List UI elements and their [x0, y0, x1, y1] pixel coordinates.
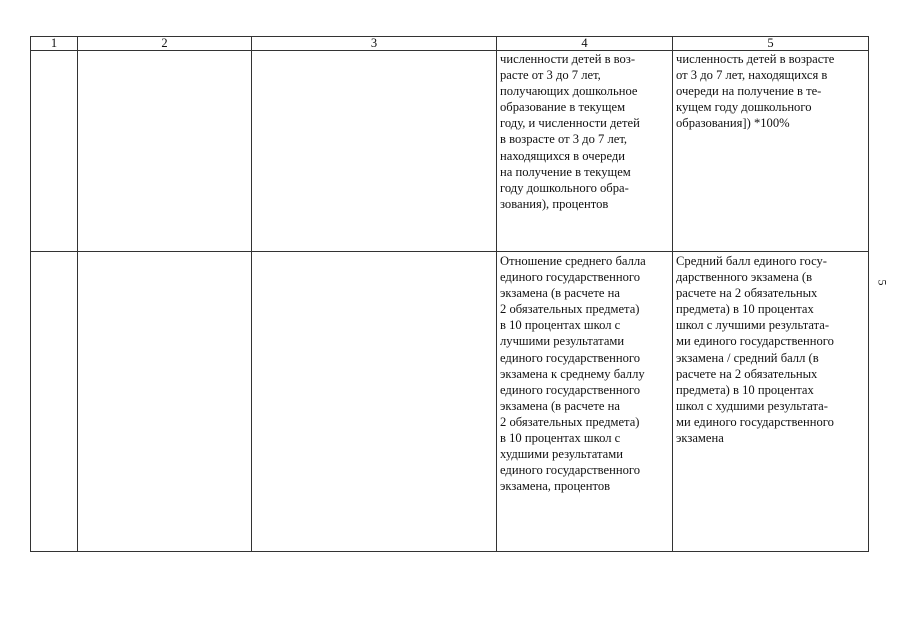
row1-cell-1	[31, 51, 78, 252]
row1-cell-4: численности детей в воз- расте от 3 до 7 лет, получающих дошкольное образование в текущем году, и численности детей в возрасте от 3 до 7 лет, находящихся в очереди на получение в текущем году дошкольного обра- зования), процентов	[497, 51, 673, 252]
header-cell-3: 3	[252, 37, 497, 51]
row1-cell-2	[78, 51, 252, 252]
header-cell-1: 1	[31, 37, 78, 51]
row1-cell-3	[252, 51, 497, 252]
header-cell-2: 2	[78, 37, 252, 51]
header-cell-4: 4	[497, 37, 673, 51]
row2-cell-1	[31, 252, 78, 552]
row1-cell-5: численность детей в возрасте от 3 до 7 лет, находящихся в очереди на получение в те- кущем году дошкольного образования]) *100%	[673, 51, 869, 252]
page-number: 5	[875, 279, 890, 286]
header-row	[31, 37, 869, 51]
table-row	[31, 252, 869, 552]
data-table	[30, 36, 869, 552]
header-cell-5: 5	[673, 37, 869, 51]
row2-cell-2	[78, 252, 252, 552]
row2-cell-4: Отношение среднего балла единого государственного экзамена (в расчете на 2 обязательных предмета) в 10 процентах школ с лучшими результатами единого государственного экзамена к среднему баллу единого государственного экзамена (в расчете на 2 обязательных предмета) в 10 процентах школ с худшими результатами единого государственного экзамена, процентов	[497, 252, 673, 552]
row2-cell-3	[252, 252, 497, 552]
table-row	[31, 51, 869, 252]
row2-cell-5: Средний балл единого госу- дарственного экзамена (в расчете на 2 обязательных предмета) в 10 процентах школ с лучшими результата- ми единого государственного экзамена / средний балл (в расчете на 2 обязательных предмета) в 10 процентах школ с худшими результата- ми единого государственного экзамена	[673, 252, 869, 552]
